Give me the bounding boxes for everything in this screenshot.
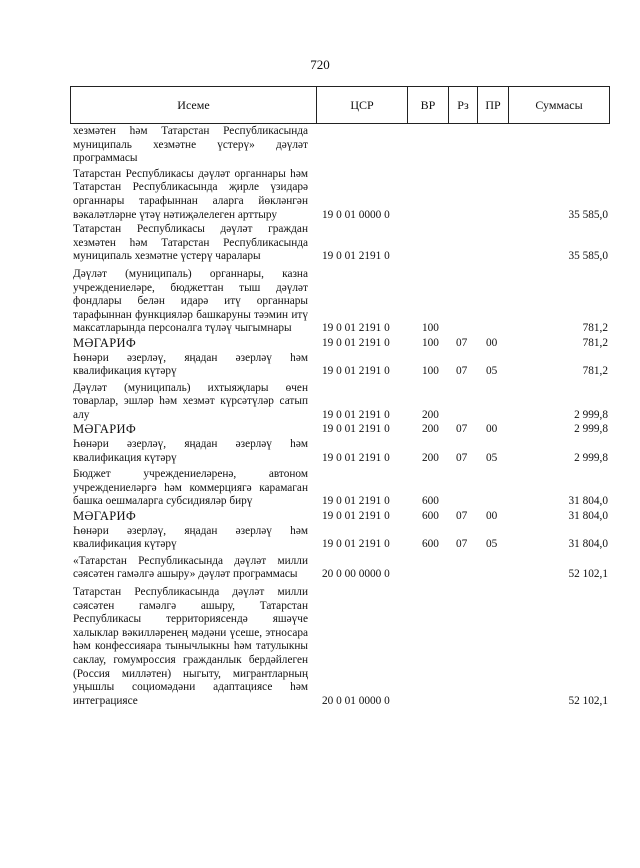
header-pr: ПР <box>478 87 509 124</box>
table-row <box>73 125 608 166</box>
table-body <box>73 125 608 708</box>
row-pr: 05 <box>486 451 498 464</box>
row-sum: 31 804,0 <box>568 510 608 523</box>
page-number: 720 <box>310 57 330 72</box>
row-sum: 31 804,0 <box>568 538 608 551</box>
row-name: «Татарстан Республикасында дәүләт милли сәясәтен гамәлгә ашыру» дәүләт программасы <box>73 554 308 581</box>
row-name: Дәүләт (муниципаль) органнары, казна учреждениеләре, бюджеттан тыш дәүләт фондлары белән идарә итү органнары тарафыннан функцияләр башкаруны тәэмин итү максатларында персоналга түләү чыгымнары <box>73 267 308 335</box>
row-rz: 07 <box>456 336 468 349</box>
row-name: Һөнәри әзерләү, яңадан әзерләү һәм квалификация күтәрү <box>73 438 308 464</box>
row-csr: 19 0 01 2191 0 <box>322 510 390 523</box>
table-row <box>73 268 608 336</box>
row-vr: 200 <box>422 451 439 464</box>
row-sum: 2 999,8 <box>574 423 608 436</box>
header-rz: Рз <box>449 87 478 124</box>
row-name: Һөнәри әзерләү, яңадан әзерләү һәм квалификация күтәрү <box>73 524 308 551</box>
row-csr: 20 0 01 0000 0 <box>322 694 390 707</box>
row-name: хезмәтен һәм Татарстан Республикасында муниципаль хезмәтне үстерү» дәүләт программасы <box>73 125 308 165</box>
table-row <box>73 423 608 437</box>
table-row <box>73 468 608 509</box>
table-row <box>73 168 608 222</box>
row-vr: 100 <box>422 365 439 378</box>
row-pr: 00 <box>486 423 498 436</box>
row-name: Татарстан Республикасы дәүләт граждан хезмәтен һәм Татарстан Республикасында муниципаль хезмәтне үстерү чаралары <box>73 223 308 263</box>
row-sum: 2 999,8 <box>574 408 608 421</box>
row-sum: 31 804,0 <box>568 495 608 508</box>
table-row <box>73 510 608 524</box>
table-row <box>73 352 608 379</box>
row-name: МӘГАРИФ <box>73 509 136 524</box>
row-rz: 07 <box>456 538 468 551</box>
row-vr: 200 <box>422 423 439 436</box>
row-sum: 2 999,8 <box>574 451 608 464</box>
table-header <box>70 86 610 124</box>
row-sum: 781,2 <box>582 322 608 335</box>
header-sum: Суммасы <box>509 87 610 124</box>
row-csr: 19 0 01 2191 0 <box>322 423 390 436</box>
row-csr: 19 0 01 2191 0 <box>322 538 390 551</box>
row-csr: 19 0 01 2191 0 <box>322 365 390 378</box>
row-pr: 05 <box>486 365 498 378</box>
row-rz: 07 <box>456 365 468 378</box>
row-name: МӘГАРИФ <box>73 335 136 350</box>
table-row <box>73 525 608 552</box>
row-vr: 200 <box>422 408 439 421</box>
row-sum: 52 102,1 <box>568 694 608 707</box>
row-name: МӘГАРИФ <box>73 422 136 437</box>
row-rz: 07 <box>456 451 468 464</box>
row-pr: 00 <box>486 510 498 523</box>
table-row <box>73 438 608 465</box>
row-sum: 52 102,1 <box>568 568 608 581</box>
row-csr: 19 0 01 2191 0 <box>322 336 390 349</box>
row-vr: 100 <box>422 336 439 349</box>
row-csr: 19 0 01 2191 0 <box>322 451 390 464</box>
row-pr: 05 <box>486 538 498 551</box>
row-name: Дәүләт (муниципаль) ихтыяҗлары өчен товарлар, эшләр һәм хезмәт күрсәтүләр сатып алу <box>73 381 308 421</box>
row-sum: 781,2 <box>582 336 608 349</box>
row-sum: 781,2 <box>582 365 608 378</box>
row-name: Бюджет учреждениеләренә, автоном учреждениеләргә һәм коммерциягә карамаган башка оешмаларга субсидияләр бирү <box>73 468 308 508</box>
table-row <box>73 337 608 351</box>
table-row <box>73 223 608 264</box>
row-csr: 19 0 01 0000 0 <box>322 208 390 221</box>
row-name: Һөнәри әзерләү, яңадан әзерләү һәм квалификация күтәрү <box>73 351 308 378</box>
row-rz: 07 <box>456 510 468 523</box>
row-vr: 600 <box>422 510 439 523</box>
row-name: Татарстан Республикасы дәүләт органнары һәм Татарстан Республикасында җирле үзидарә органнары тарафыннан аларга йөкләнгән вәкаләтләрне үтәү нәтиҗәлелеген арттыру <box>73 167 308 221</box>
row-csr: 19 0 01 2191 0 <box>322 408 390 421</box>
row-vr: 600 <box>422 538 439 551</box>
row-csr: 19 0 01 2191 0 <box>322 495 390 508</box>
row-vr: 100 <box>422 322 439 335</box>
row-pr: 00 <box>486 336 498 349</box>
header-vr: ВР <box>408 87 449 124</box>
row-csr: 19 0 01 2191 0 <box>322 250 390 263</box>
row-vr: 600 <box>422 495 439 508</box>
table-row <box>73 586 608 708</box>
row-name: Татарстан Республикасында дәүләт милли сәясәтен гамәлгә ашыру, Татарстан Республикасы территориясендә яшәүче халыклар вәкилләренең мәдәни үсеше, этносара һәм конфессияара тынычлыкны һәм татулыкны саклау, гомумроссия гражданлык бердәйлеген (Россия милләтен) ныгыту, мигрантларның уңышлы социомәдәни адаптациясе һәм интеграциясе <box>73 586 308 707</box>
row-rz: 07 <box>456 423 468 436</box>
row-sum: 35 585,0 <box>568 208 608 221</box>
table-row <box>73 555 608 582</box>
row-csr: 19 0 01 2191 0 <box>322 322 390 335</box>
header-name: Исеме <box>71 87 317 124</box>
row-csr: 20 0 00 0000 0 <box>322 568 390 581</box>
header-csr: ЦСР <box>317 87 408 124</box>
table-row <box>73 382 608 423</box>
row-sum: 35 585,0 <box>568 250 608 263</box>
